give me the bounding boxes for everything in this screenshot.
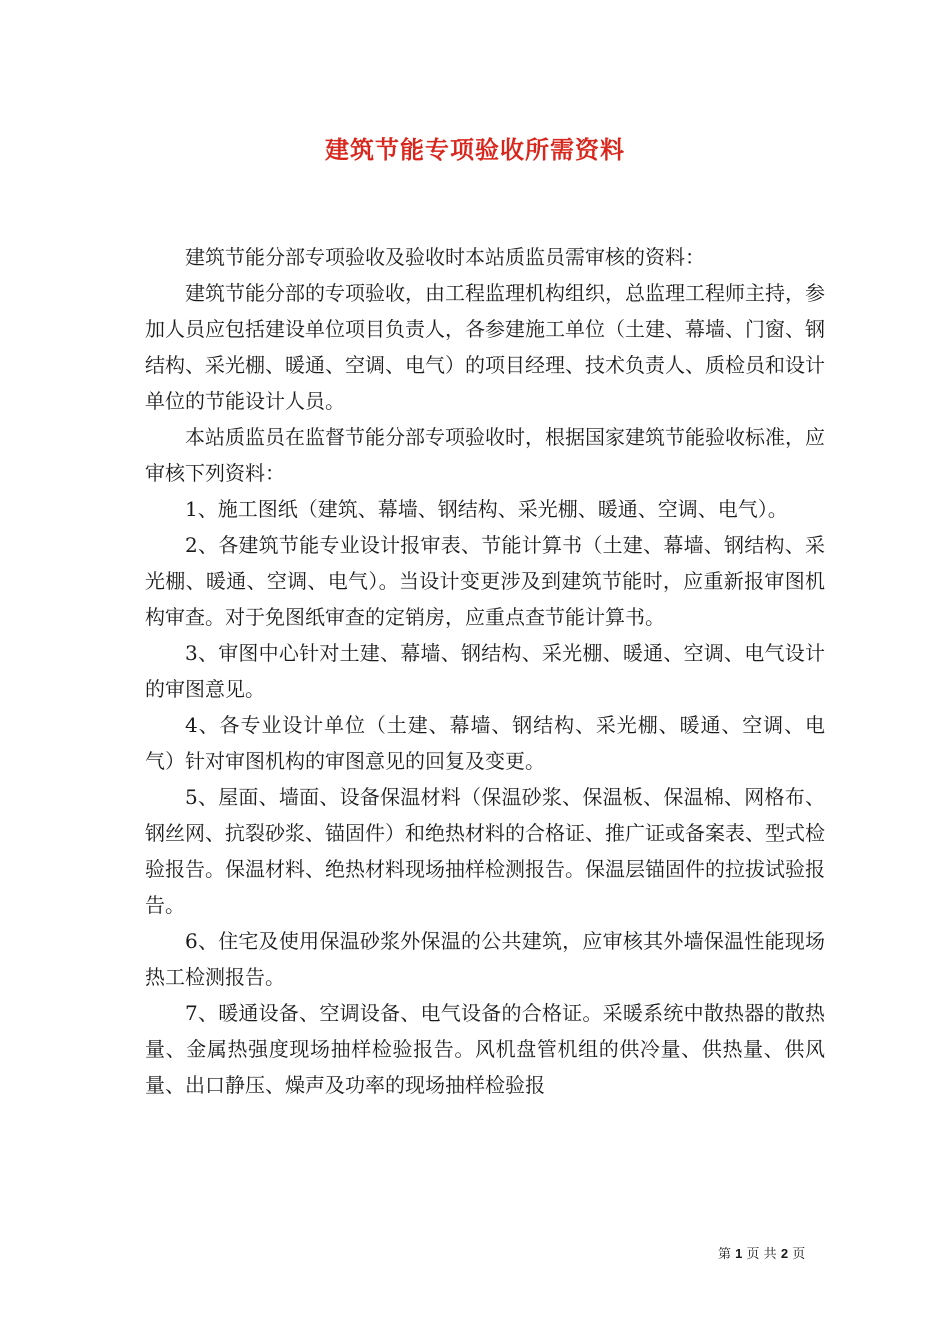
intro-paragraph: 建筑节能分部专项验收及验收时本站质监员需审核的资料： — [185, 245, 705, 269]
document-title: 建筑节能专项验收所需资料 — [325, 135, 625, 164]
current-page-number: 1 — [735, 1246, 743, 1261]
page-footer — [718, 1245, 805, 1264]
total-page-number: 2 — [780, 1246, 789, 1261]
footer-middle: 页 共 — [746, 1247, 777, 1262]
list-item: 1、施工图纸（建筑、幕墙、钢结构、采光棚、暖通、空调、电气）。 — [185, 497, 788, 521]
document-body — [145, 239, 825, 1103]
list-item: 7、暖通设备、空调设备、电气设备的合格证。采暖系统中散热器的散热量、金属热强度现场抽样检验报告。风机盘管机组的供冷量、供热量、供风量、出口静压、燥声及功率的现场抽样检验报 — [145, 1001, 825, 1097]
body-paragraph: 建筑节能分部的专项验收，由工程监理机构组织，总监理工程师主持，参加人员应包括建设单位项目负责人，各参建施工单位（土建、幕墙、门窗、钢结构、采光棚、暖通、空调、电气）的项目经理、技术负责人、质检员和设计单位的节能设计人员。 — [145, 281, 825, 413]
list-item: 5、屋面、墙面、设备保温材料（保温砂浆、保温板、保温棉、网格布、钢丝网、抗裂砂浆、锚固件）和绝热材料的合格证、推广证或备案表、型式检验报告。保温材料、绝热材料现场抽样检测报告。保温层锚固件的拉拔试验报告。 — [145, 785, 825, 917]
list-item: 6、住宅及使用保温砂浆外保温的公共建筑，应审核其外墙保温性能现场热工检测报告。 — [145, 929, 825, 989]
footer-prefix: 第 — [718, 1247, 732, 1262]
list-item: 2、各建筑节能专业设计报审表、节能计算书（土建、幕墙、钢结构、采光棚、暖通、空调、电气）。当设计变更涉及到建筑节能时，应重新报审图机构审查。对于免图纸审查的定销房，应重点查节能计算书。 — [145, 533, 825, 629]
body-paragraph: 本站质监员在监督节能分部专项验收时，根据国家建筑节能验收标准，应审核下列资料： — [145, 425, 825, 485]
list-item: 3、审图中心针对土建、幕墙、钢结构、采光棚、暖通、空调、电气设计的审图意见。 — [145, 641, 825, 701]
list-item: 4、各专业设计单位（土建、幕墙、钢结构、采光棚、暖通、空调、电气）针对审图机构的审图意见的回复及变更。 — [145, 713, 825, 773]
footer-suffix: 页 — [792, 1247, 806, 1262]
